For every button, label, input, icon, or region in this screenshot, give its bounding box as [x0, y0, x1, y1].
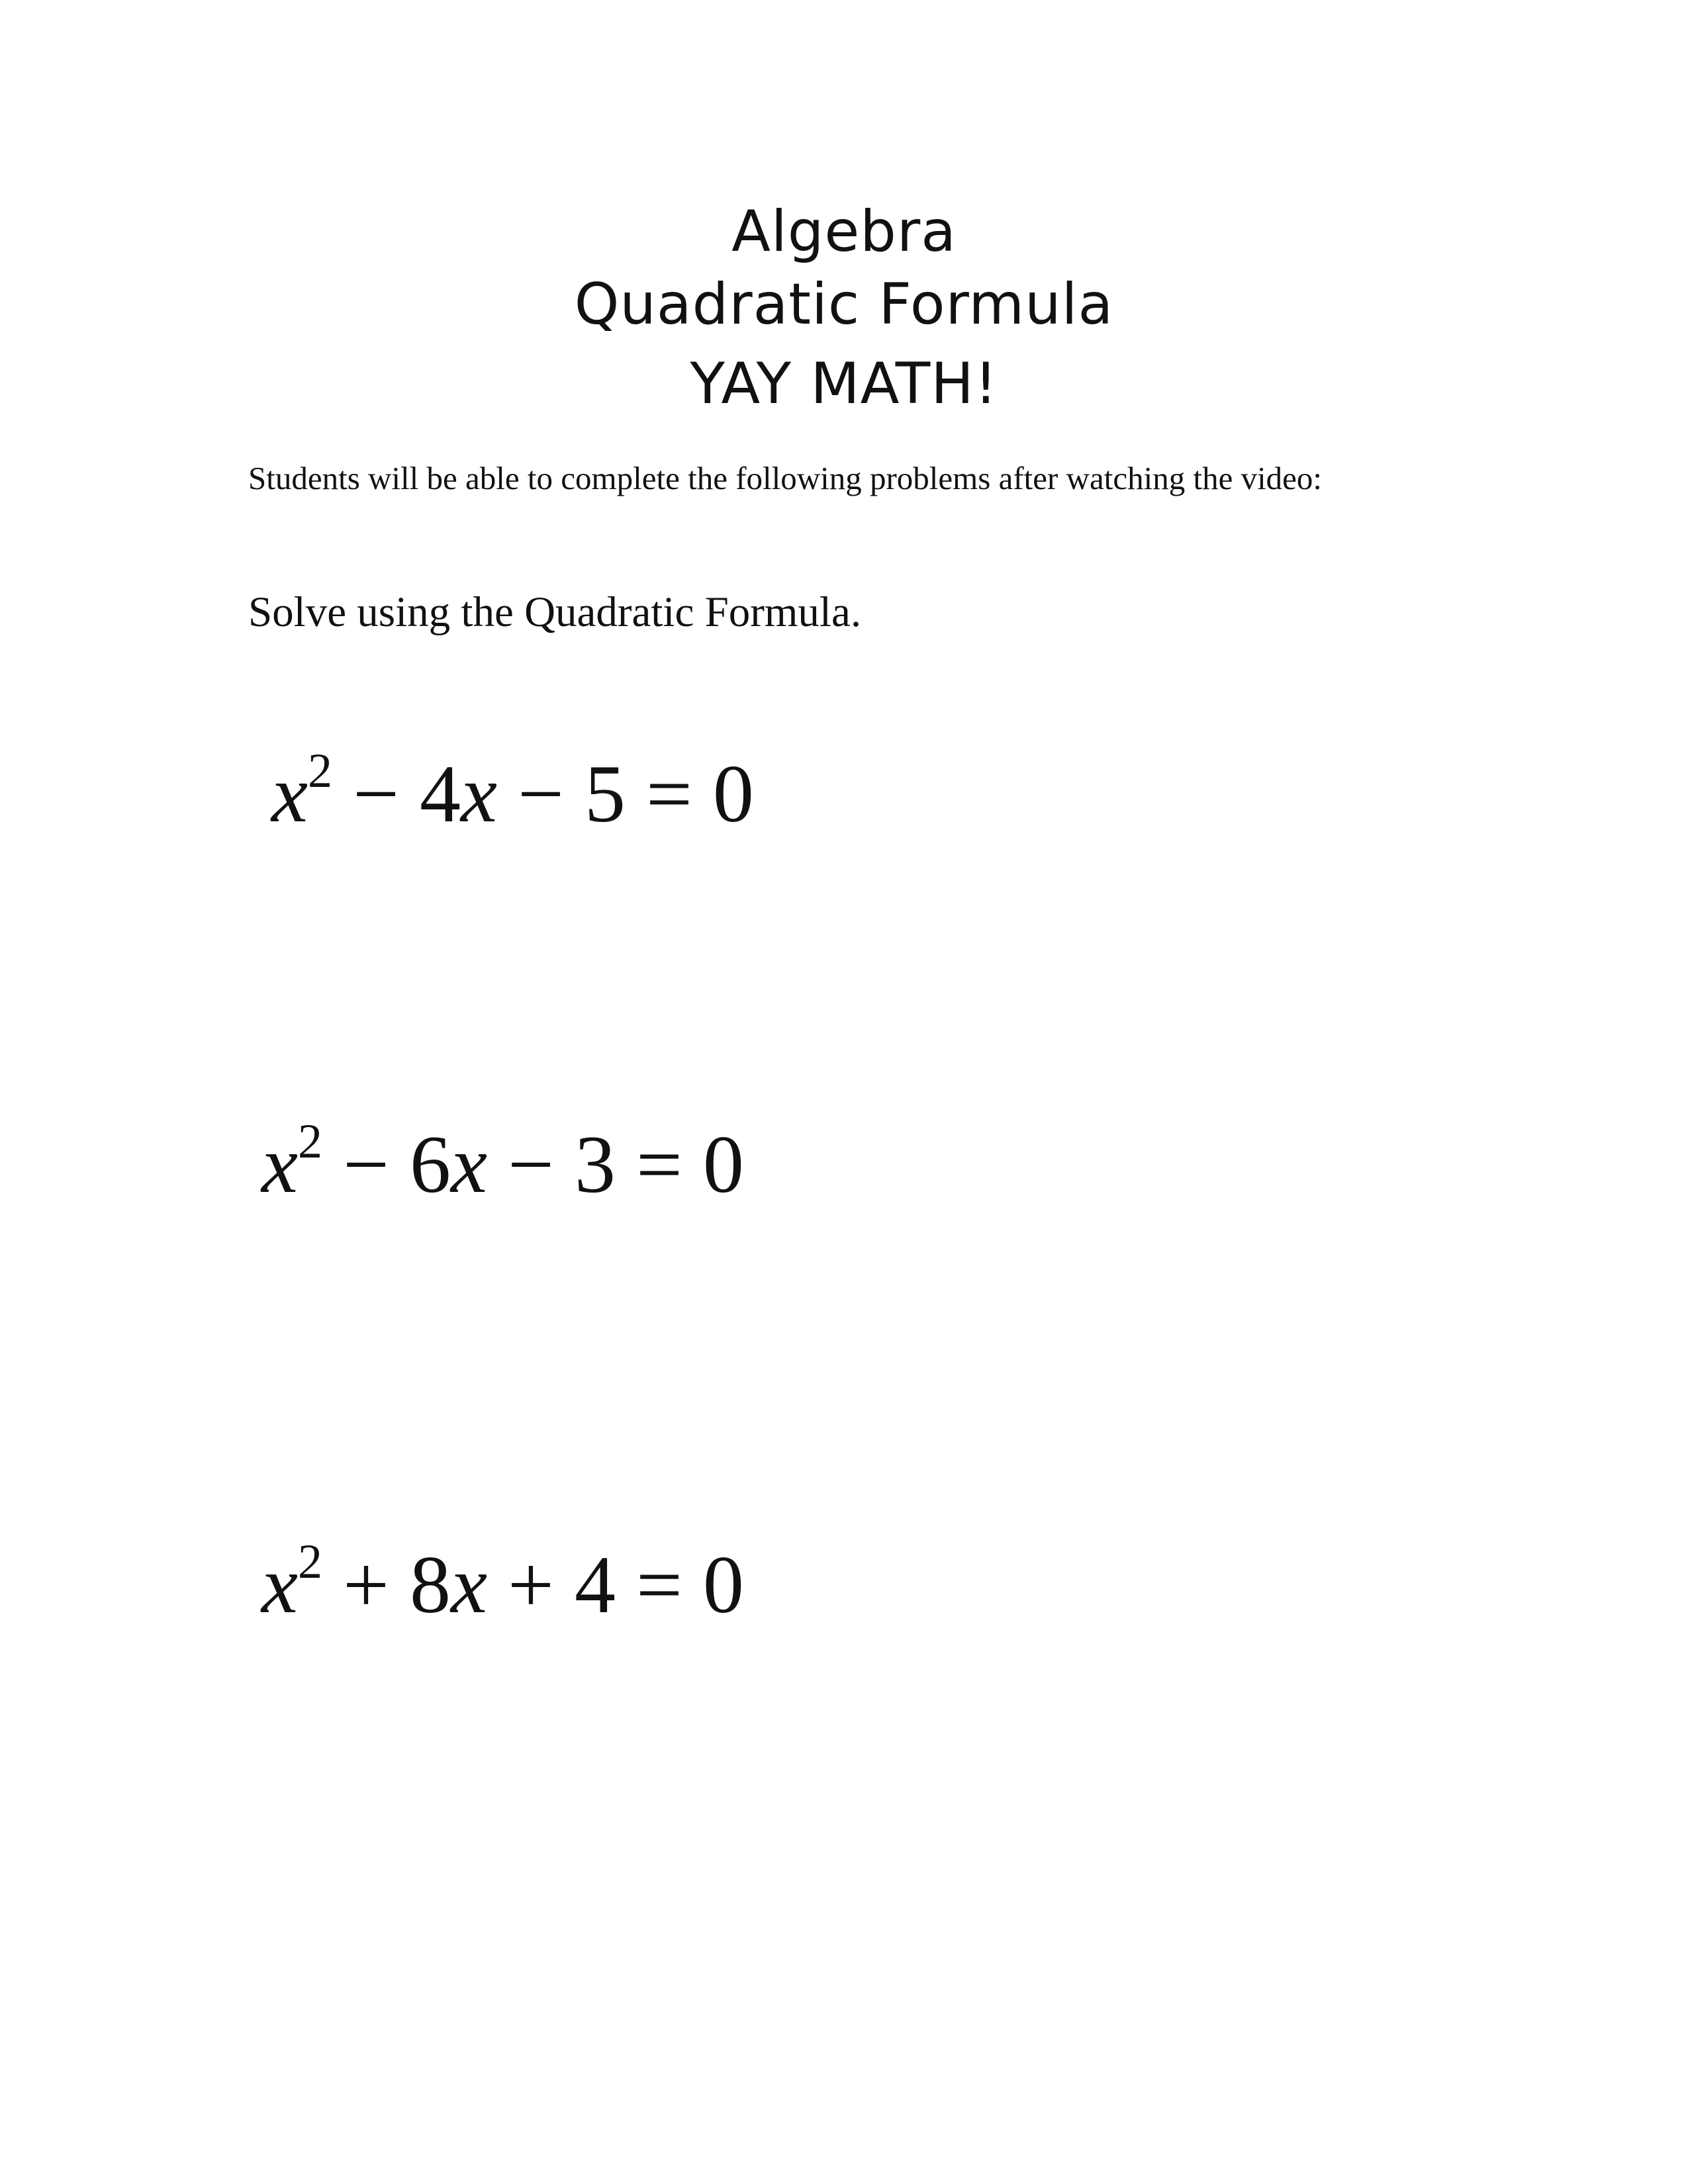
equation-tail: + 4 = 0: [487, 1539, 744, 1630]
title-quadratic-formula: Quadratic Formula: [574, 271, 1114, 338]
equation-variable: x: [450, 1539, 488, 1630]
equation-exponent: 2: [298, 1534, 323, 1589]
equation-variable: x: [271, 749, 308, 839]
equation-1: [271, 743, 754, 841]
equation-tail: − 3 = 0: [487, 1119, 744, 1210]
instruction-text: Solve using the Quadratic Formula.: [248, 588, 862, 636]
equation-exponent: 2: [298, 1114, 323, 1169]
equation-3: [261, 1534, 744, 1631]
title-algebra: Algebra: [731, 199, 957, 265]
equation-variable: x: [450, 1119, 488, 1210]
intro-text: Students will be able to complete the following problems after watching the video:: [248, 460, 1323, 496]
equation-tail: − 5 = 0: [497, 749, 754, 839]
equation-variable: x: [460, 749, 498, 839]
title-yay-math: YAY MATH!: [690, 351, 998, 417]
equation-exponent: 2: [308, 743, 333, 798]
equation-variable: x: [261, 1539, 299, 1630]
equation-variable: x: [261, 1119, 299, 1210]
equation-term: − 4: [332, 749, 461, 839]
equation-term: + 8: [322, 1539, 451, 1630]
equation-term: − 6: [322, 1119, 451, 1210]
equation-2: [261, 1114, 744, 1211]
